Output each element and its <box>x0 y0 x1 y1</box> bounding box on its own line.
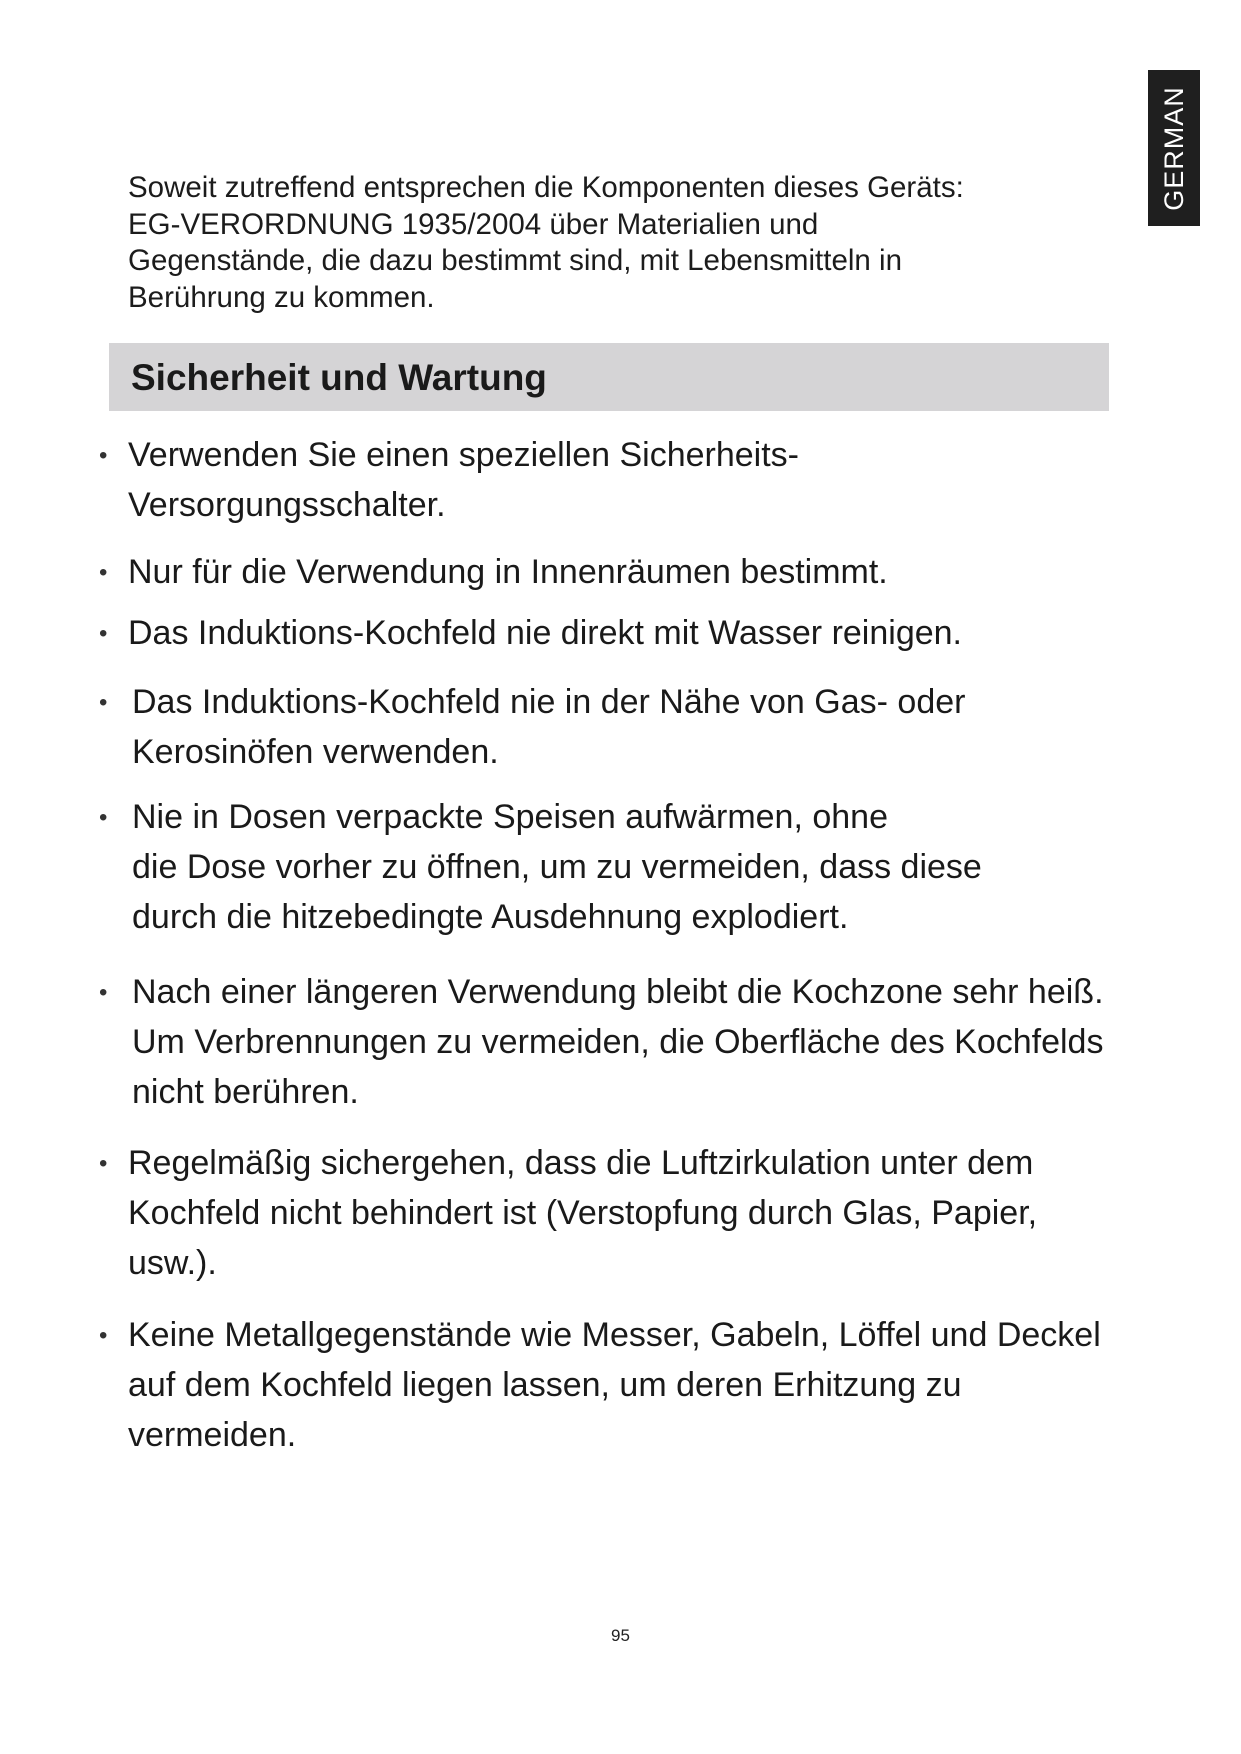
bullet-line: Nur für die Verwendung in Innenräumen bestimmt. <box>128 553 888 591</box>
bullet-line: Das Induktions-Kochfeld nie in der Nähe von Gas- oder <box>132 683 966 721</box>
bullet-marker: • <box>99 689 108 716</box>
bullet-text <box>128 1138 1037 1288</box>
intro-line: EG-VERORDNUNG 1935/2004 über Materialien und <box>128 207 819 241</box>
bullet-text <box>128 547 888 597</box>
bullet-line: nicht berühren. <box>132 1073 359 1111</box>
bullet-line: Keine Metallgegenstände wie Messer, Gabeln, Löffel und Deckel <box>128 1316 1101 1354</box>
language-tab <box>1148 70 1200 226</box>
intro-line: Gegenstände, die dazu bestimmt sind, mit Lebensmitteln in <box>128 244 902 277</box>
bullet-line: Nie in Dosen verpackte Speisen aufwärmen, ohne <box>132 798 888 836</box>
bullet-line: Verwenden Sie einen speziellen Sicherheits- <box>128 436 799 474</box>
bullet-line: Das Induktions-Kochfeld nie direkt mit Wasser reinigen. <box>128 614 962 652</box>
bullet-line: die Dose vorher zu öffnen, um zu vermeiden, dass diese <box>132 848 982 886</box>
language-tab-label: GERMAN <box>1158 85 1189 211</box>
bullet-marker: • <box>99 559 108 586</box>
bullet-text <box>128 1310 1101 1460</box>
bullet-line: Versorgungsschalter. <box>128 486 446 524</box>
bullet-text <box>132 792 982 942</box>
bullet-line: durch die hitzebedingte Ausdehnung explodiert. <box>132 898 849 936</box>
bullet-line: Um Verbrennungen zu vermeiden, die Oberfläche des Kochfelds <box>132 1023 1104 1061</box>
section-title: Sicherheit und Wartung <box>131 357 547 398</box>
bullet-marker: • <box>99 804 108 831</box>
bullet-line: Kochfeld nicht behindert ist (Verstopfung durch Glas, Papier, <box>128 1194 1038 1232</box>
bullet-line: Regelmäßig sichergehen, dass die Luftzirkulation unter dem <box>128 1144 1034 1182</box>
bullet-text <box>132 967 1104 1117</box>
bullet-line: Nach einer längeren Verwendung bleibt die Kochzone sehr heiß. <box>132 973 1104 1011</box>
bullet-marker: • <box>99 1322 108 1349</box>
intro-line: Soweit zutreffend entsprechen die Komponenten dieses Geräts: <box>128 171 964 204</box>
section-header <box>109 343 1109 411</box>
bullet-marker: • <box>99 1150 108 1177</box>
intro-line: Berührung zu kommen. <box>128 280 435 314</box>
bullet-line: auf dem Kochfeld liegen lassen, um deren Erhitzung zu <box>128 1366 962 1404</box>
bullet-text <box>128 430 799 530</box>
page-number: 95 <box>611 1626 630 1645</box>
bullet-marker: • <box>99 979 108 1006</box>
bullet-marker: • <box>99 442 108 469</box>
bullet-text <box>132 677 965 777</box>
bullet-line: usw.). <box>128 1244 217 1282</box>
bullet-marker: • <box>99 620 108 647</box>
bullet-text <box>128 608 962 658</box>
intro-paragraph <box>128 170 1048 316</box>
bullet-line: vermeiden. <box>128 1416 297 1454</box>
bullet-line: Kerosinöfen verwenden. <box>132 733 499 771</box>
